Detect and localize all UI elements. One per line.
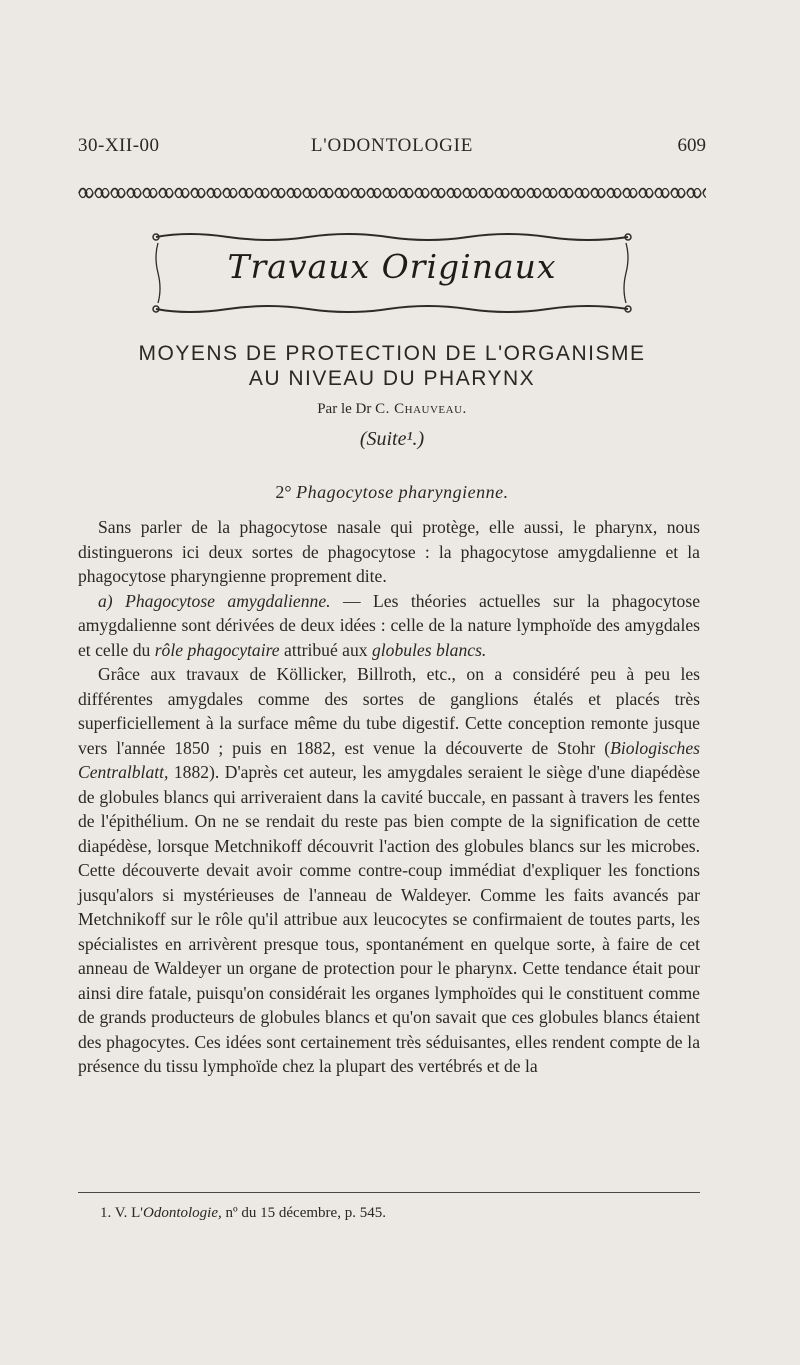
header-page-number: 609: [677, 135, 706, 156]
footnote: [100, 1205, 386, 1222]
subsection-number: 2°: [275, 482, 292, 502]
paragraph-3-text-a: Grâce aux travaux de Köllicker, Billroth, etc., on a considéré peu à peu les différentes amygdales comme des sortes de ganglions étalés et placés très superficiellement à la surface même du tube digestif. Cette conception remonte jusque vers l'année 1850 ; puis en 1882, est venue la découverte de Stohr (: [78, 664, 700, 758]
continuation-note: (Suite¹.): [359, 428, 425, 450]
section-title: Travaux Originaux: [227, 247, 557, 286]
paragraph-2-italic-b: rôle phagocytaire: [154, 639, 280, 660]
paragraph-2-label: a) Phagocytose amygdalienne.: [98, 590, 331, 611]
section-title-frame: [148, 227, 636, 319]
subsection-title: Phagocytose pharyngienne.: [296, 482, 509, 502]
paragraph-2-italic-d: globules blancs.: [371, 639, 487, 660]
footnote-rest: nº du 15 décembre, p. 545.: [221, 1205, 386, 1221]
byline-dr: Dr: [355, 401, 372, 417]
byline: [78, 401, 706, 418]
running-header: [78, 135, 706, 161]
header-journal: L'ODONTOLOGIE: [310, 135, 474, 156]
article-body: [78, 515, 700, 1079]
header-date: 30-XII-00: [78, 135, 160, 156]
byline-prefix: Par le: [317, 401, 352, 417]
paragraph-2-text-a: — Les théories actuelles sur la phagocytose amygdalienne sont dérivées de deux idées : celle de la nature lymphoïde des amygdales et celle du: [78, 590, 701, 660]
byline-author: C. Chauveau.: [375, 401, 467, 417]
article-title-line-1: MOYENS DE PROTECTION DE L'ORGANISME: [138, 342, 646, 365]
paragraph-3-italic-b: Biologisches Centralblatt,: [78, 737, 700, 782]
footnote-prefix: 1. V. L': [100, 1205, 143, 1221]
article-title-line-2: AU NIVEAU DU PHARYNX: [248, 367, 536, 390]
paragraph-3-text-c: 1882). D'après cet auteur, les amygdales seraient le siège d'une diapédèse de globules blancs qui arriveraient dans la cavité buccale, en passant à travers les fentes de l'épithélium. On ne se rendait du reste pas bien compte de la signification de cette diapédèse, lorsque Metchnikoff découvrit l'action des globules blancs sur les microbes. Cette découverte devait avoir comme contre-coup immédiat d'expliquer les fonctions jusqu'alors si mystérieuses de l'anneau de Waldeyer. Comme les faits avancés par Metchnikoff sur le rôle qu'il attribue aux leucocytes se confirmaient de toutes parts, les spécialistes en arrivèrent presque tous, spontanément en quelque sorte, à faire de cet anneau de Waldeyer un organe de protection pour le pharynx. Cette tendance était pour ainsi dire fatale, puisqu'on considérait les organes lymphoïdes qui le constituent comme de grands producteurs de globules blancs et qu'on savait que ces globules blancs étaient des phagocytes. Ces idées sont certainement très séduisantes, elles rendent compte de la présence du tissu lymphoïde chez la plupart des vertébrés et de la: [78, 762, 700, 1076]
subsection-heading: [78, 482, 706, 503]
footnote-rule: [78, 1192, 700, 1193]
paragraph-3: [78, 662, 700, 1079]
paragraph-1: Sans parler de la phagocytose nasale qui protège, elle aussi, le pharynx, nous distinguerons ici deux sortes de phagocytose : la phagocytose amygdalienne et la phagocytose pharyngienne proprement dite.: [78, 517, 700, 586]
paragraph-2-text-c: attribué aux: [279, 639, 372, 660]
footnote-journal: Odontologie,: [143, 1205, 222, 1221]
ornamental-band: [78, 185, 706, 201]
paragraph-2: [78, 589, 700, 663]
